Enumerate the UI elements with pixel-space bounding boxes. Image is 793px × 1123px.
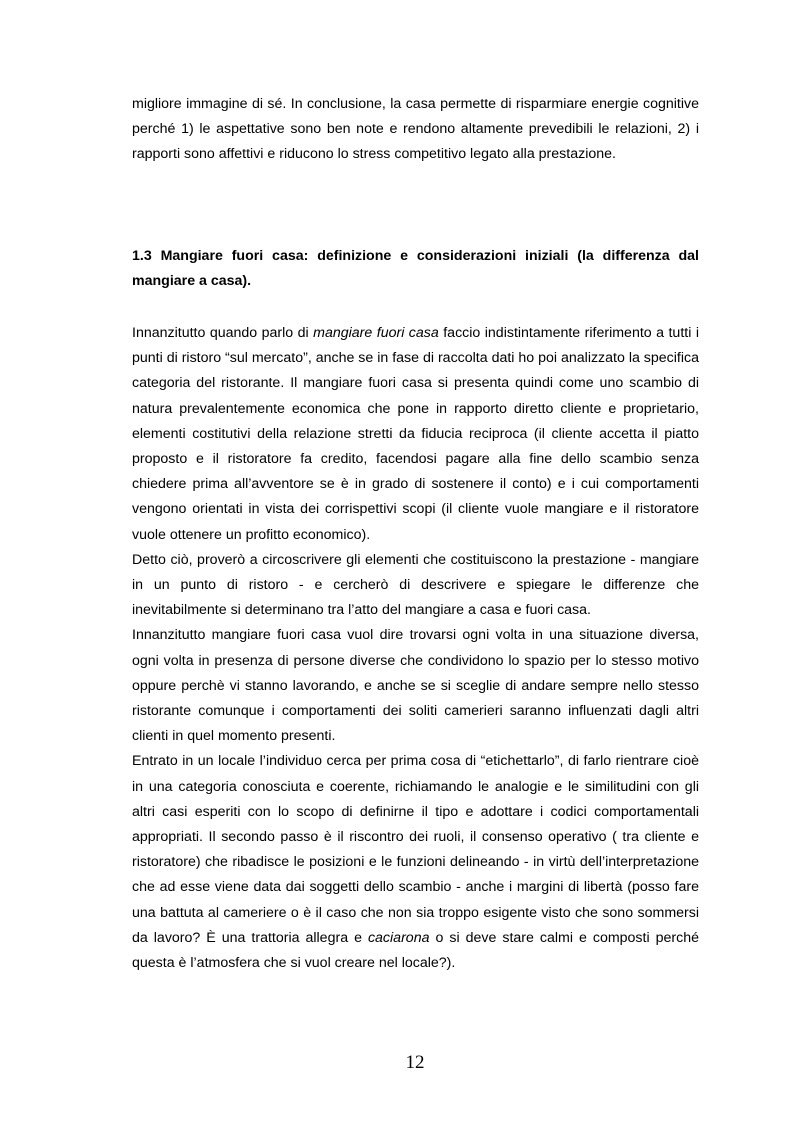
- paragraph-labelling-end: o si deve stare calmi e composti perché questa è l’atmosfera che si vuol creare nel locale?).: [132, 929, 699, 972]
- document-page: [132, 92, 699, 976]
- paragraph-labelling: [132, 749, 699, 976]
- paragraph-situation: Innanzitutto mangiare fuori casa vuol dire trovarsi ogni volta in una situazione diversa, ogni volta in presenza di persone diverse che condividono lo spazio per lo stesso motivo oppure perchè vi stanno lavorando, e anche se si sceglie di andare sempre nello stesso ristorante comunque i comportamenti dei soliti camerieri saranno influenzati dagli altri clienti in quel momento presenti.: [132, 627, 699, 745]
- section-spacer: [132, 168, 699, 244]
- section-heading: 1.3 Mangiare fuori casa: definizione e considerazioni iniziali (la differenza dal mangiare a casa).: [132, 247, 699, 289]
- paragraph-definition-end: faccio indistintamente riferimento a tutti i punti di ristoro “sul mercato”, anche se in fase di raccolta dati ho poi analizzato la specifica categoria del ristorante. Il mangiare fuori casa si presenta quindi come uno scambio di natura prevalentemente economica che pone in rapporto diretto cliente e proprietario, elementi costitutivi della relazione stretti da fiducia reciproca (il cliente accetta il piatto proposto e il ristoratore fa credito, facendosi pagare alla fine dello scambio senza chiedere prima all’avventore se è in grado di sostenere il conto) e i cui comportamenti vengono orientati in vista dei corrispettivi scopi (il cliente vuole mangiare e il ristoratore vuole ottenere un profitto economico).: [132, 325, 700, 543]
- paragraph-elements: Detto ciò, proverò a circoscrivere gli elementi che costituiscono la prestazione - mangiare in un punto di ristoro - e cercherò di descrivere e spiegare le differenze che inevitabilmente si determinano tra l’atto del mangiare a casa e fuori casa.: [132, 551, 699, 619]
- paragraph-definition: [132, 321, 699, 548]
- emphasis-mangiare-fuori-casa: mangiare fuori casa: [313, 325, 439, 342]
- intro-paragraph: migliore immagine di sé. In conclusione, la casa permette di risparmiare energie cognitive perché 1) le aspettative sono ben note e rendono altamente prevedibili le relazioni, 2) i rapporti sono affettivi e riducono lo stress competitivo legato alla prestazione.: [132, 96, 699, 163]
- emphasis-caciarona: caciarona: [367, 929, 430, 946]
- paragraph-labelling-start: Entrato in un locale l’individuo cerca per prima cosa di “etichettarlo”, di farlo rientrare cioè in una categoria conosciuta e coerente, richiamando le analogie e le similitudini con gli altri casi esperiti con lo scopo di definirne il tipo e adottare i codici comportamentali appropriati. Il secondo passo è il riscontro dei ruoli, il consenso operativo ( tra cliente e ristoratore) che ribadisce le posizioni e le funzioni delineando - in virtù dell’interpretazione che ad esse viene data dai soggetti dello scambio - anche i margini di libertà (posso fare una battuta al cameriere o è il caso che non sia troppo esigente visto che sono sommersi da lavoro? È una trattoria allegra e: [132, 753, 699, 946]
- page-number: 12: [405, 1052, 425, 1073]
- heading-spacer: [132, 294, 699, 321]
- paragraph-definition-start: Innanzitutto quando parlo di: [132, 325, 314, 342]
